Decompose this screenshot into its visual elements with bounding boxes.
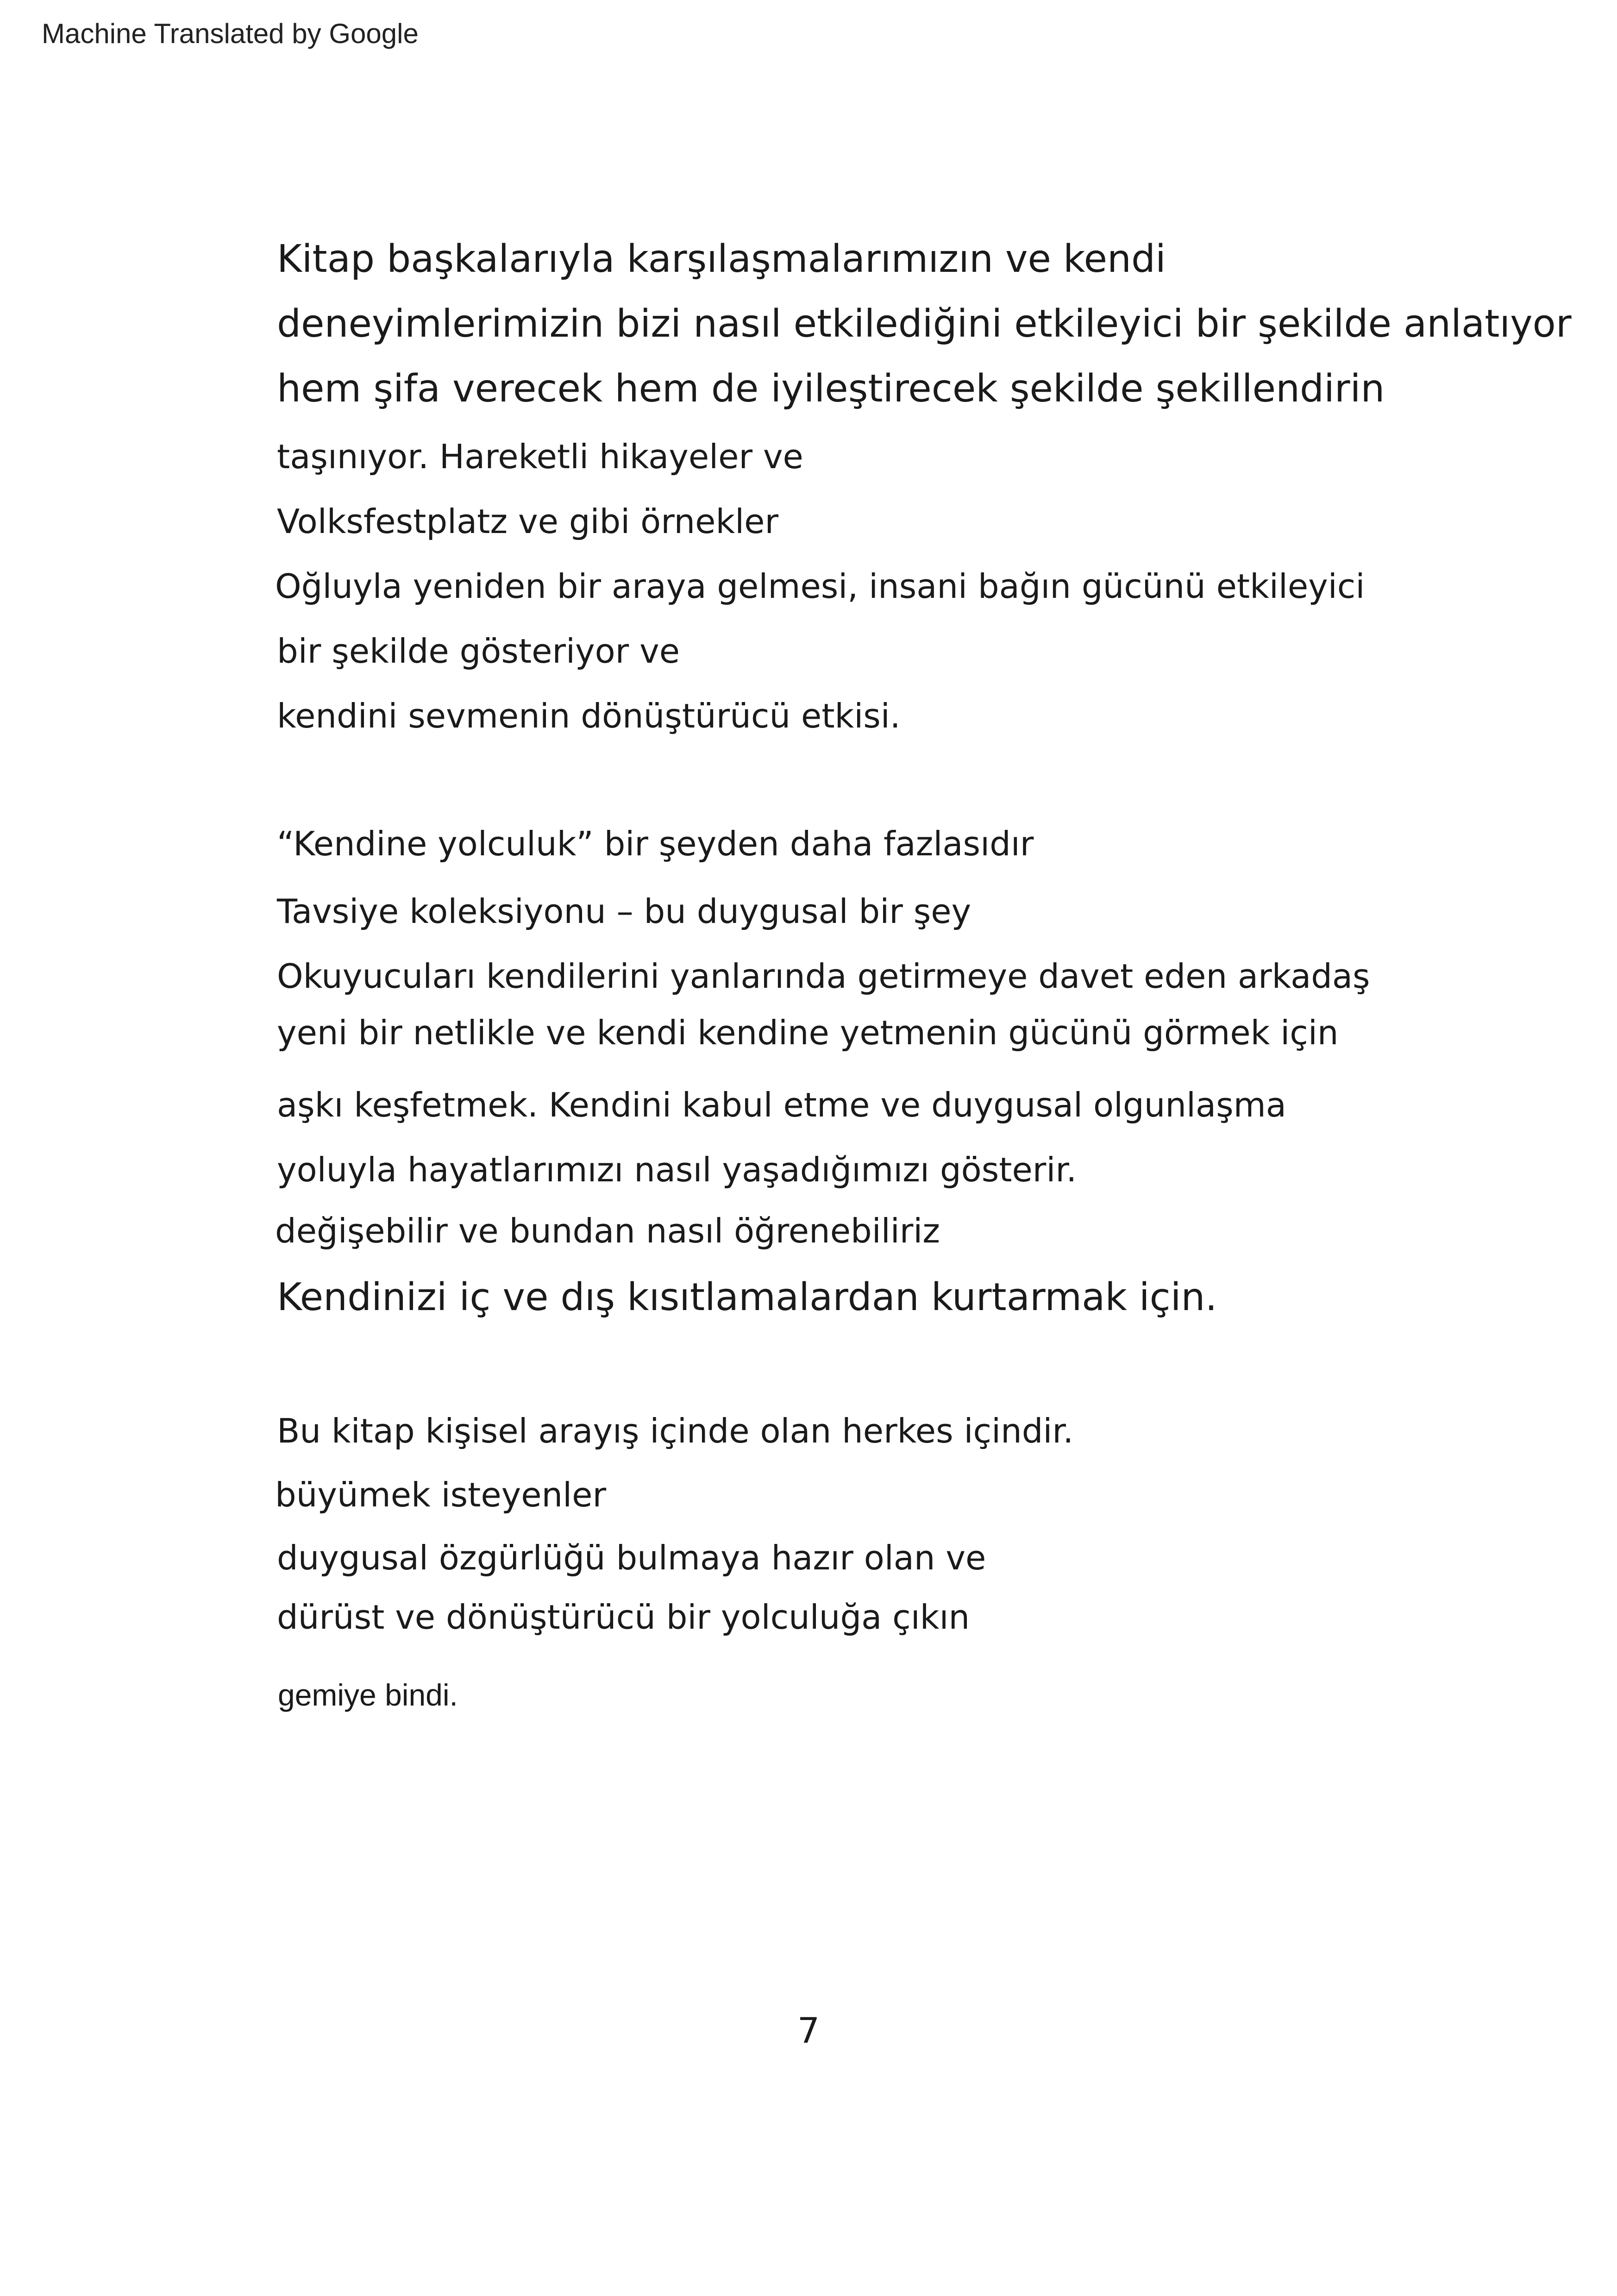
- paragraph-3-line-1: Bu kitap kişisel arayış içinde olan herkes içindir.: [277, 1411, 1074, 1450]
- paragraph-1-line-1: Kitap başkalarıyla karşılaşmalarımızın ve kendi: [277, 237, 1166, 281]
- paragraph-2-line-3: Okuyucuları kendilerini yanlarında getirmeye davet eden arkadaş: [277, 957, 1370, 996]
- paragraph-3-line-4: dürüst ve dönüştürücü bir yolculuğa çıkın: [277, 1598, 970, 1637]
- page-number: 7: [797, 2010, 820, 2051]
- paragraph-1-line-3: hem şifa verecek hem de iyileştirecek şekilde şekillendirin: [277, 367, 1385, 411]
- paragraph-1-line-8: kendini sevmenin dönüştürücü etkisi.: [277, 696, 901, 735]
- paragraph-1-line-4: taşınıyor. Hareketli hikayeler ve: [277, 437, 803, 476]
- paragraph-2-line-1: “Kendine yolculuk” bir şeyden daha fazlasıdır: [277, 824, 1034, 863]
- paragraph-2-line-4: yeni bir netlikle ve kendi kendine yetmenin gücünü görmek için: [277, 1013, 1339, 1052]
- paragraph-2-line-8: Kendinizi iç ve dış kısıtlamalardan kurtarmak için.: [277, 1275, 1217, 1319]
- paragraph-1-line-2: deneyimlerimizin bizi nasıl etkilediğini etkileyici bir şekilde anlatıyor: [277, 302, 1572, 346]
- paragraph-1-line-6: Oğluyla yeniden bir araya gelmesi, insani bağın gücünü etkileyici: [275, 567, 1365, 606]
- paragraph-3-line-5: gemiye bindi.: [278, 1678, 458, 1712]
- paragraph-2-line-5: aşkı keşfetmek. Kendini kabul etme ve duygusal olgunlaşma: [277, 1085, 1286, 1124]
- paragraph-2-line-2: Tavsiye koleksiyonu – bu duygusal bir şey: [277, 892, 971, 931]
- paragraph-1-line-7: bir şekilde gösteriyor ve: [277, 632, 680, 671]
- machine-translation-banner: Machine Translated by Google: [42, 18, 419, 49]
- paragraph-2-line-7: değişebilir ve bundan nasıl öğrenebiliriz: [275, 1211, 940, 1250]
- paragraph-3-line-2: büyümek isteyenler: [275, 1475, 607, 1514]
- paragraph-3-line-3: duygusal özgürlüğü bulmaya hazır olan ve: [277, 1538, 986, 1577]
- paragraph-2-line-6: yoluyla hayatlarımızı nasıl yaşadığımızı gösterir.: [277, 1150, 1077, 1189]
- paragraph-1-line-5: Volksfestplatz ve gibi örnekler: [277, 502, 779, 541]
